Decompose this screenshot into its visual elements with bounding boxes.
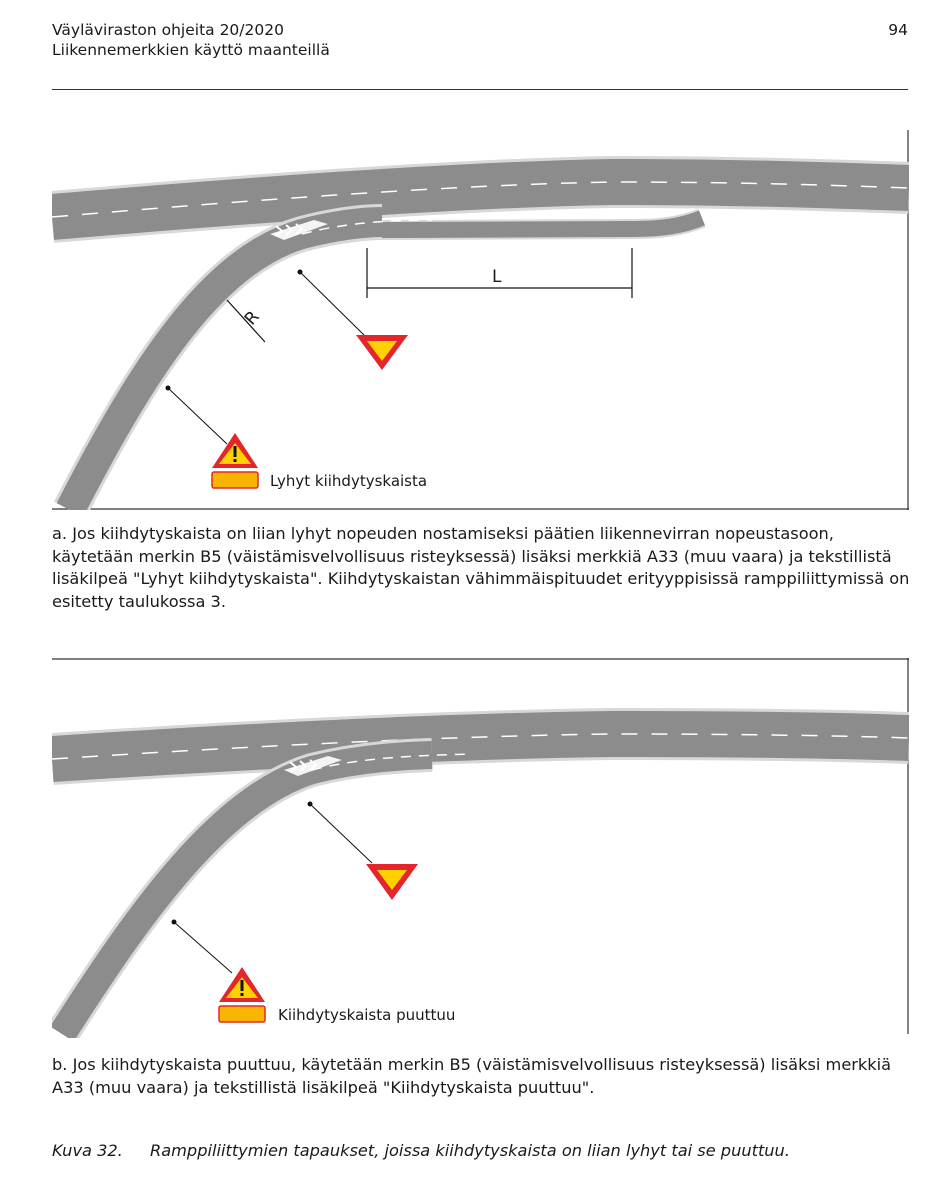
supplementary-plate-icon xyxy=(212,472,258,488)
warning-sign-icon xyxy=(212,433,258,468)
yield-sign-icon xyxy=(366,864,418,900)
sign-label-b: Kiihdytyskaista puuttuu xyxy=(278,1006,456,1024)
length-label: L xyxy=(492,267,502,287)
figure-a xyxy=(52,130,909,510)
radius-label: R xyxy=(240,307,264,330)
figure-caption-text: Ramppiliittymien tapaukset, joissa kiihdytyskaista on liian lyhyt tai se puuttuu. xyxy=(150,1141,790,1160)
figure-a-drawing xyxy=(52,130,909,510)
figure-number: Kuva 32. xyxy=(52,1141,123,1160)
supplementary-plate-icon xyxy=(219,1006,265,1022)
running-header xyxy=(52,20,330,60)
caption-a: a. Jos kiihdytyskaista on liian lyhyt nopeuden nostamiseksi päätien liikennevirran nopeustasoon, käytetään merkin B5 (väistämisvelvollisuus risteyksessä) lisäksi merkkiä A33 (muu vaara) ja tekstillistä lisäkilpeä "Lyhyt kiihdytyskaista". Kiihdytyskaistan vähimmäispituudet erityyppisissä ramppiliittymissä on esitetty taulukossa 3. xyxy=(52,524,910,611)
figure-b xyxy=(52,658,909,1038)
page-number: 94 xyxy=(888,21,908,39)
document-title: Väyläviraston ohjeita 20/2020 xyxy=(52,21,284,39)
figure-b-drawing xyxy=(52,658,909,1038)
sign-label-a: Lyhyt kiihdytyskaista xyxy=(270,472,428,490)
document-subtitle: Liikennemerkkien käyttö maanteillä xyxy=(52,41,330,59)
yield-sign-icon xyxy=(356,335,408,370)
header-rule xyxy=(52,89,908,90)
figure-caption xyxy=(52,1140,790,1162)
caption-b: b. Jos kiihdytyskaista puuttuu, käytetään merkin B5 (väistämisvelvollisuus risteyksessä) lisäksi merkkiä A33 (muu vaara) ja tekstillistä lisäkilpeä "Kiihdytyskaista puuttuu". xyxy=(52,1055,892,1097)
warning-sign-icon xyxy=(219,967,265,1002)
